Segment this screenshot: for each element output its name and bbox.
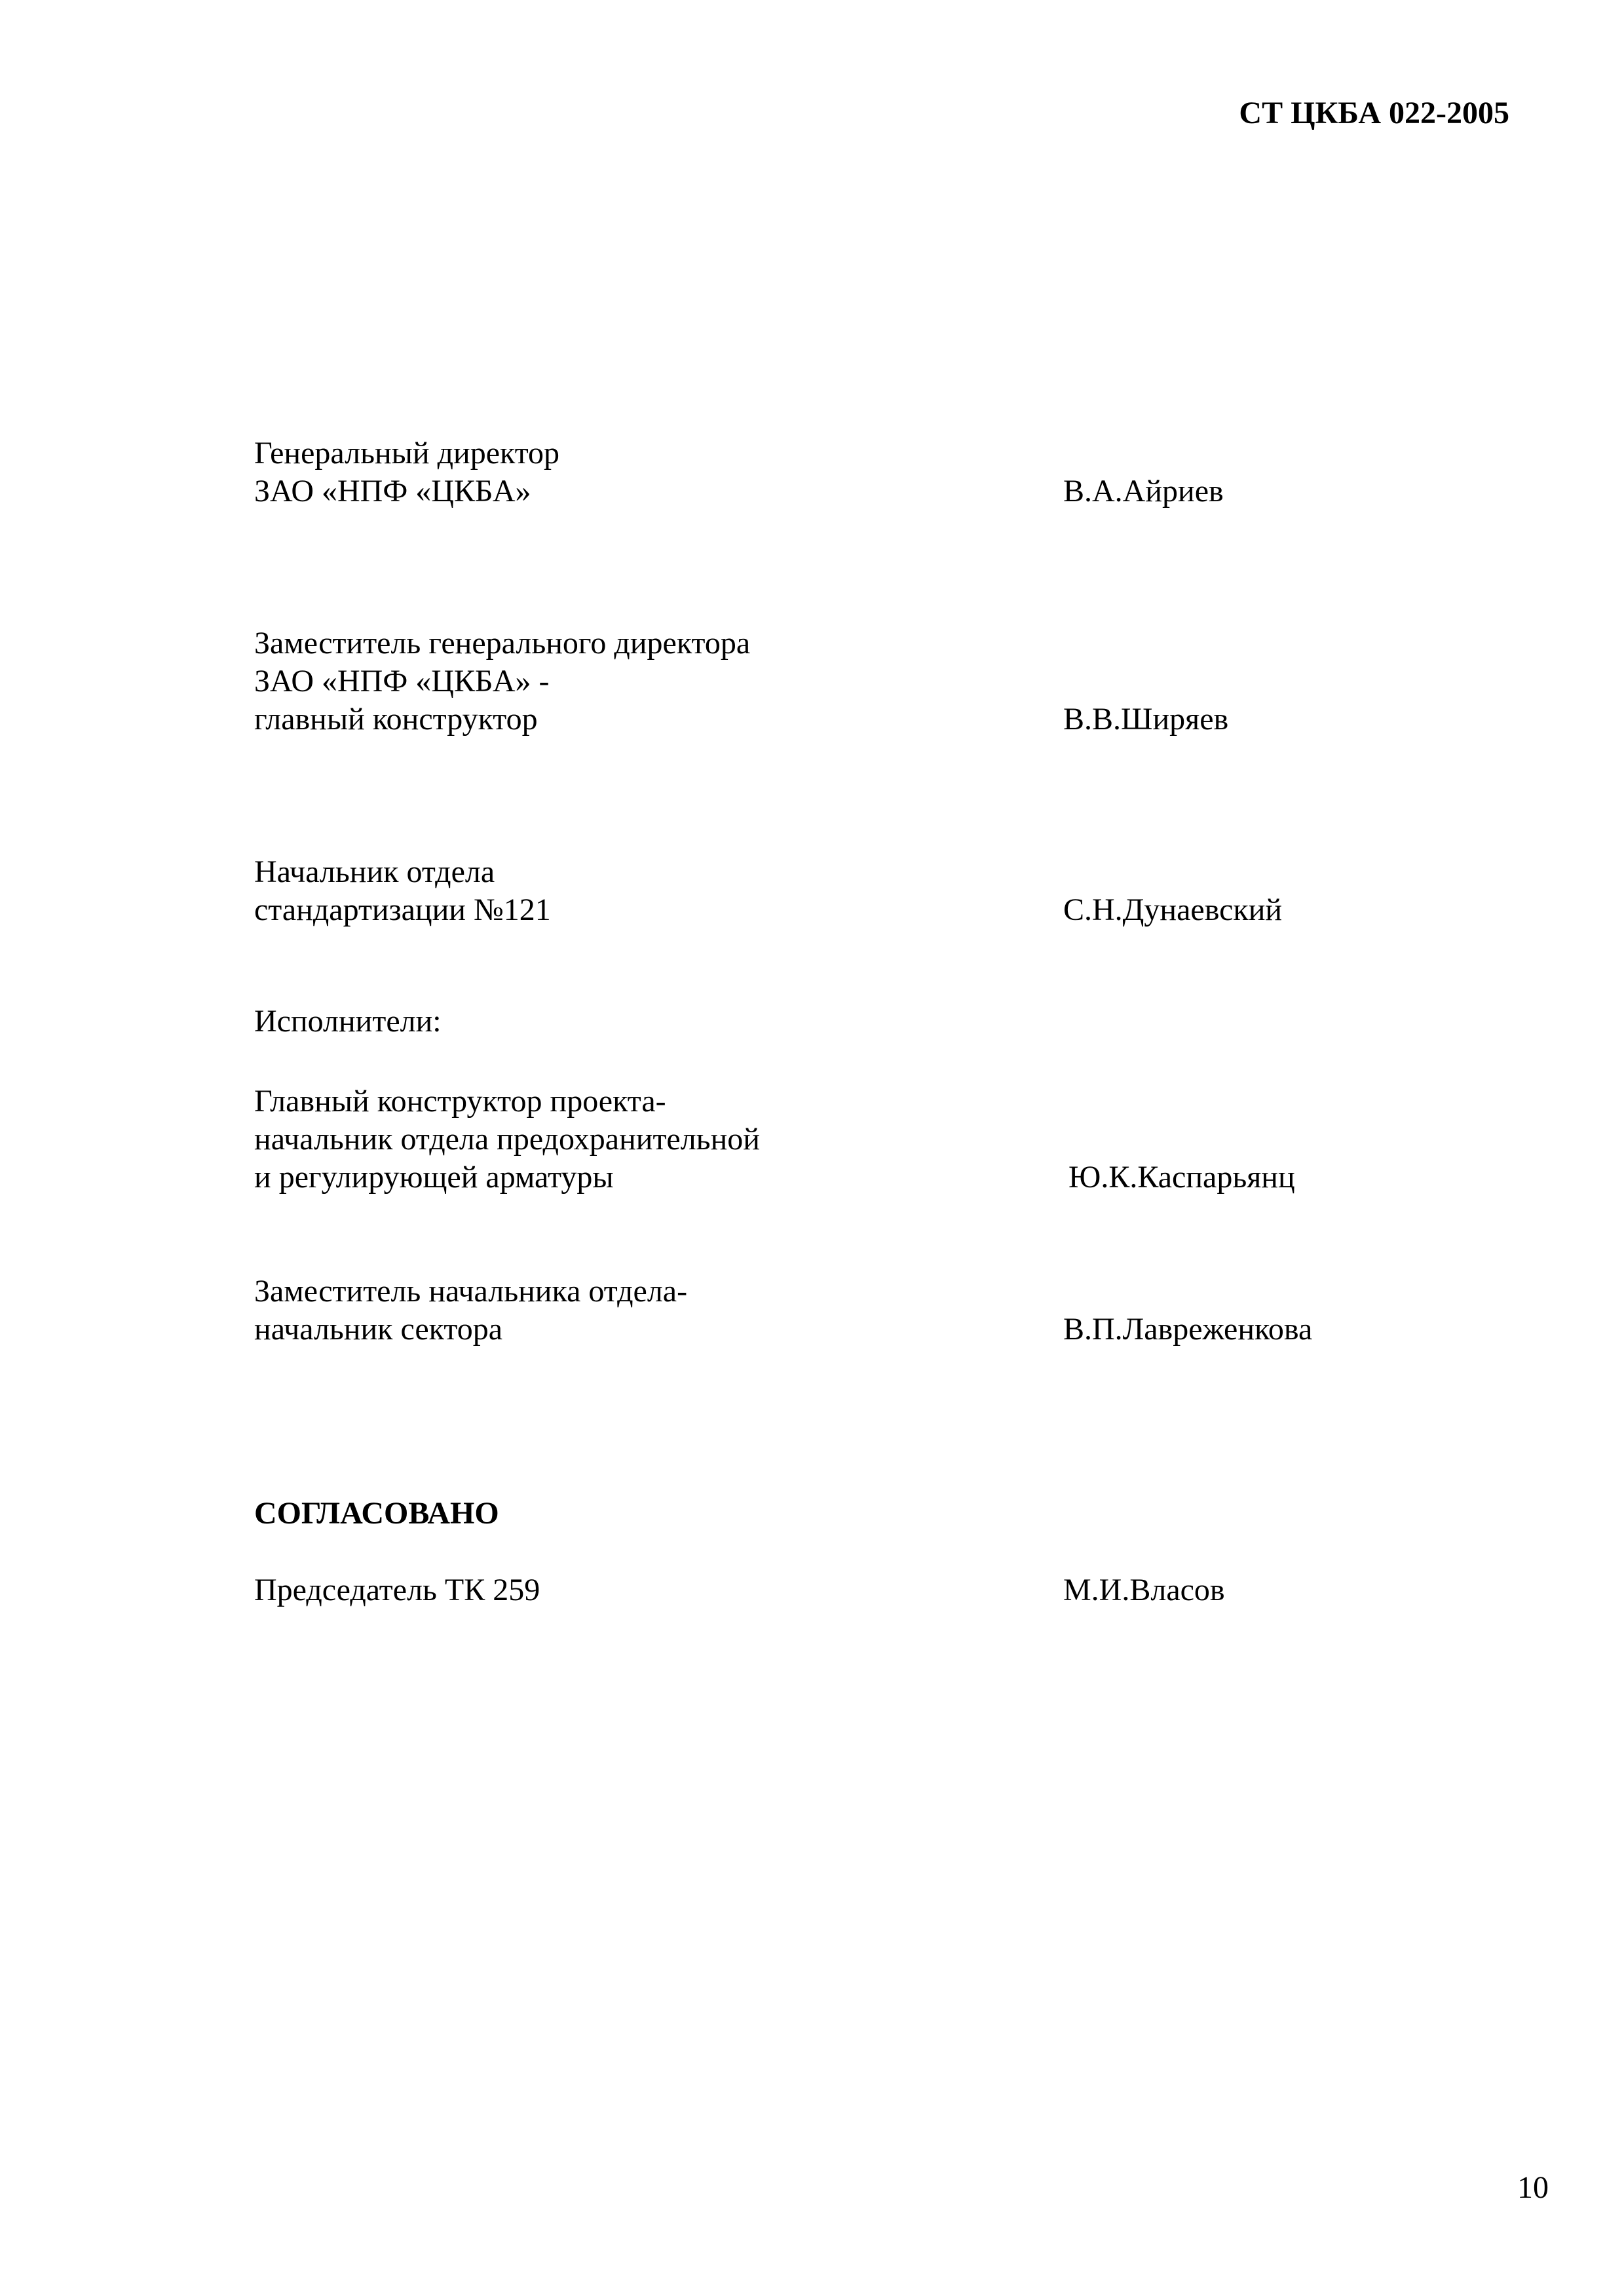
position-line: начальник сектора <box>254 1312 503 1347</box>
position-line: Заместитель генерального директора <box>254 626 751 660</box>
position-line: ЗАО «НПФ «ЦКБА» <box>254 474 531 508</box>
position-line: и регулирующей арматуры <box>254 1160 614 1195</box>
signatory-position <box>254 853 551 929</box>
document-code: СТ ЦКБА 022-2005 <box>1239 96 1509 130</box>
approval-heading: СОГЛАСОВАНО <box>254 1496 499 1531</box>
executor-position <box>254 1082 760 1196</box>
position-line: Главный конструктор проекта- <box>254 1084 666 1119</box>
signatory-name: В.А.Айриев <box>1063 474 1224 508</box>
position-line: ЗАО «НПФ «ЦКБА» - <box>254 664 550 698</box>
position-line: начальник отдела предохранительной <box>254 1122 760 1157</box>
executors-heading: Исполнители: <box>254 1004 442 1039</box>
approval-position: Председатель ТК 259 <box>254 1573 540 1607</box>
approval-name: М.И.Власов <box>1063 1573 1225 1607</box>
position-line: главный конструктор <box>254 702 538 737</box>
signatory-position <box>254 624 750 738</box>
signatory-name: С.Н.Дунаевский <box>1063 892 1283 927</box>
executor-name: В.П.Лавреженкова <box>1063 1312 1313 1347</box>
position-line: Заместитель начальника отдела- <box>254 1274 688 1309</box>
executor-position <box>254 1272 687 1349</box>
position-line: Начальник отдела <box>254 854 495 889</box>
signatory-name: В.В.Ширяев <box>1063 702 1229 737</box>
position-line: стандартизации №121 <box>254 892 551 927</box>
signatory-position <box>254 434 559 510</box>
executor-name: Ю.К.Каспарьянц <box>1068 1160 1295 1195</box>
position-line: Генеральный директор <box>254 436 560 470</box>
page-number: 10 <box>1517 2170 1549 2205</box>
